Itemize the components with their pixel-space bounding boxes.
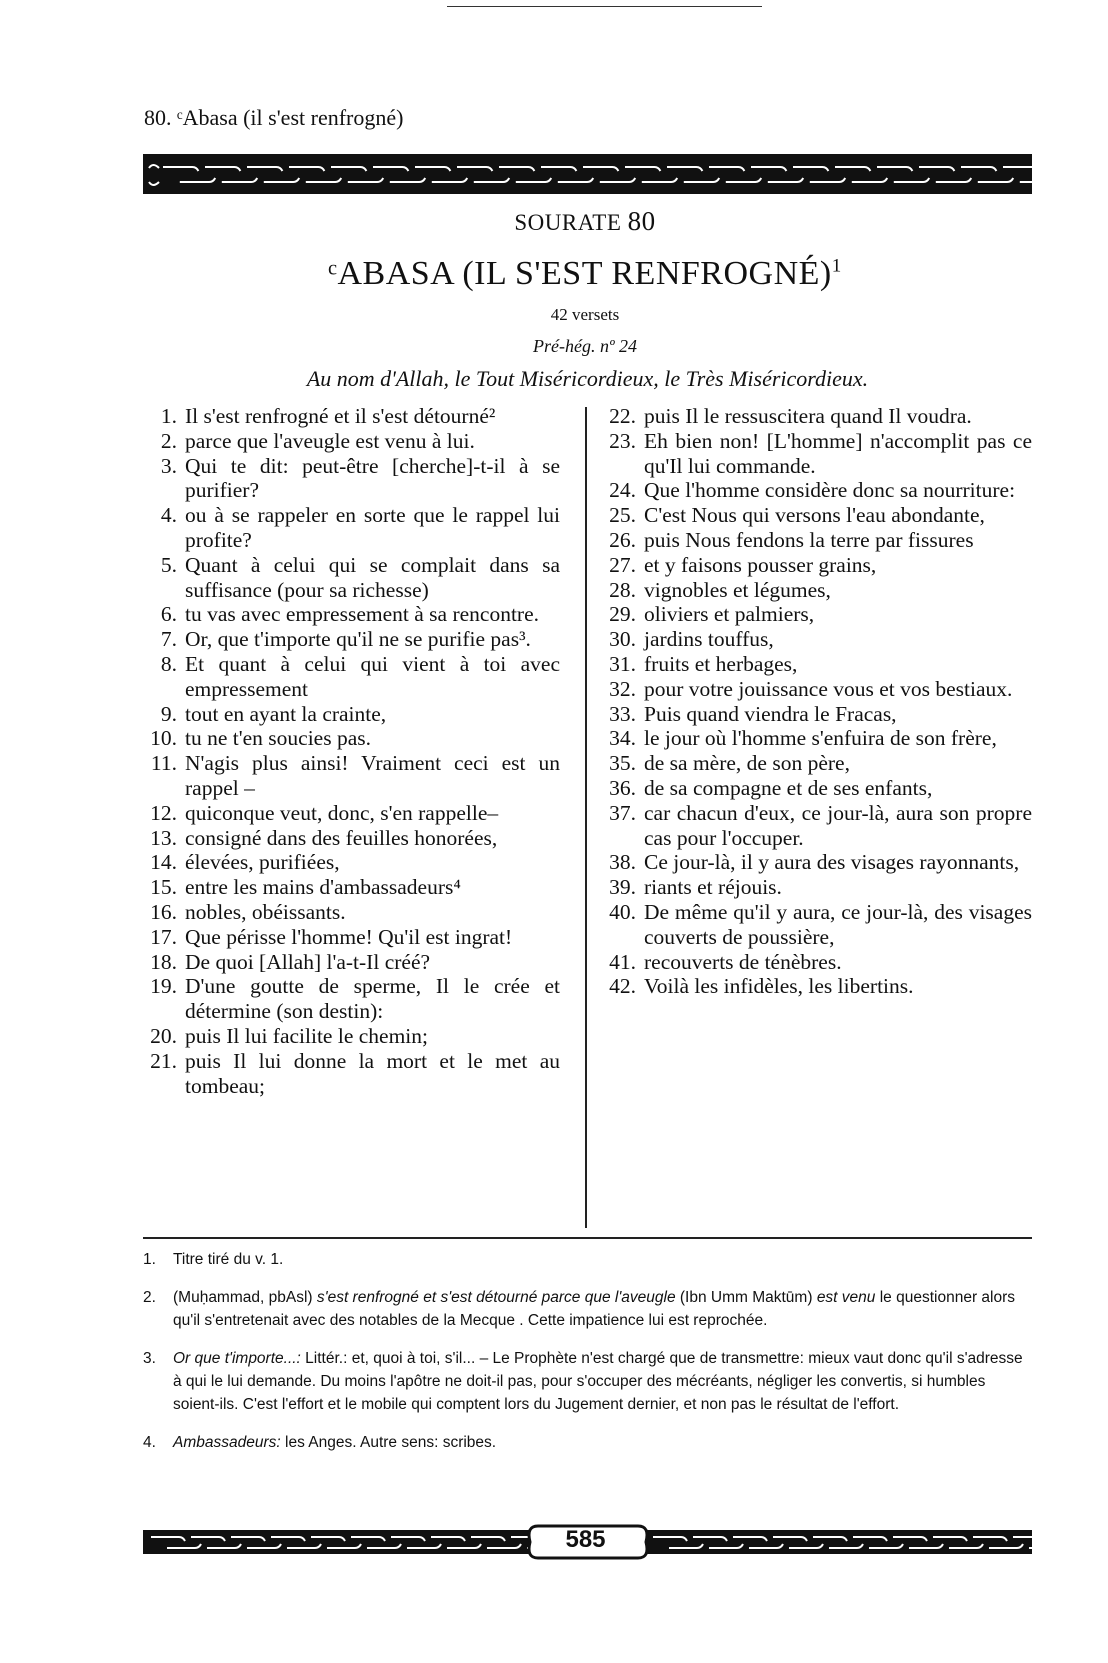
running-head: 80. ᶜAbasa (il s'est renfrogné): [144, 105, 404, 130]
verse: [143, 801, 560, 826]
verse: [600, 553, 1032, 578]
verse: [600, 404, 1032, 429]
verse-text: entre les mains d'ambassadeurs⁴: [185, 875, 461, 900]
verse: [143, 1049, 560, 1099]
sourate-heading: [0, 206, 1108, 237]
verse: [143, 950, 560, 975]
verse: [600, 602, 1032, 627]
footnote-number: 2.: [143, 1289, 156, 1306]
footnotes-rule: [143, 1237, 1032, 1239]
verse-number: 28.: [609, 577, 636, 602]
basmala: Au nom d'Allah, le Tout Miséricordieux, le Très Miséricordieux.: [306, 366, 869, 391]
verse: [600, 478, 1032, 503]
verse-text: riants et réjouis.: [644, 875, 782, 900]
verse: [600, 974, 1032, 999]
verse-text: Voilà les infidèles, les libertins.: [644, 974, 914, 999]
column-divider: [585, 407, 587, 1228]
sourate-number: 80: [627, 206, 656, 236]
verse-text: D'une goutte de sperme, Il le crée et détermine (son destin):: [185, 974, 560, 1024]
verse-text: car chacun d'eux, ce jour-là, aura son propre cas pour l'occuper.: [644, 800, 1032, 850]
verse-text: Que périsse l'homme! Qu'il est ingrat!: [185, 924, 513, 949]
footnote-text: [173, 1347, 1032, 1416]
footnote-italic: s'est renfrogné et s'est détourné parce que l'aveugle: [316, 1289, 676, 1306]
verse-number: 7.: [160, 627, 177, 652]
footnote-run: le questionner alors qu'il s'entretenait avec des notables de la Mecque . Cette impatience lui est reprochée.: [173, 1289, 1016, 1329]
verse: [600, 801, 1032, 851]
verse: [600, 751, 1032, 776]
verse-text: le jour où l'homme s'enfuira de son frère,: [644, 726, 997, 751]
verse-number: 25.: [609, 503, 636, 528]
verse-text: nobles, obéissants.: [185, 899, 346, 924]
footnote-italic: Or que t'importe...:: [173, 1350, 301, 1367]
verse-text: puis Il lui donne la mort et le met au tombeau;: [185, 1048, 560, 1098]
verse-number: 8.: [160, 651, 177, 676]
footnote-italic: est venu: [816, 1289, 876, 1306]
verse-number: 20.: [150, 1023, 177, 1048]
verse-text: Or, que t'importe qu'il ne se purifie pas³.: [185, 627, 531, 652]
verse-number: 3.: [160, 453, 177, 478]
verse-text: De même qu'il y aura, ce jour-là, des visages couverts de poussière,: [644, 899, 1032, 949]
verse-number: 26.: [609, 527, 636, 552]
verse: [600, 578, 1032, 603]
sourate-label: SOURATE: [514, 210, 622, 235]
verse-number: 11.: [150, 751, 177, 776]
verse-text: Eh bien non! [L'homme] n'accomplit pas ce qu'Il lui commande.: [644, 428, 1032, 478]
verse-number: 31.: [609, 651, 636, 676]
footnote-run: Titre tiré du v. 1.: [173, 1251, 284, 1268]
footnote-number: 4.: [143, 1434, 156, 1451]
verse-number: 42.: [609, 974, 636, 999]
verse: [600, 900, 1032, 950]
verse: [143, 652, 560, 702]
verse-text: de sa compagne et de ses enfants,: [644, 775, 933, 800]
verse: [600, 627, 1032, 652]
verse-text: consigné dans des feuilles honorées,: [185, 825, 498, 850]
verse: [600, 850, 1032, 875]
verse-number: 30.: [609, 627, 636, 652]
verse-number: 29.: [609, 602, 636, 627]
verse: [143, 503, 560, 553]
verse: [600, 726, 1032, 751]
verse-text: tu ne t'en soucies pas.: [185, 726, 371, 751]
verse-text: puis Nous fendons la terre par fissures: [644, 527, 974, 552]
revelation-period: Pré-hég. nº 24: [532, 336, 638, 356]
footnote-ref: 1: [831, 255, 842, 277]
verse-number: 16.: [150, 899, 177, 924]
verse-text: de sa mère, de son père,: [644, 751, 850, 776]
verse-number: 15.: [150, 875, 177, 900]
verse-number: 37.: [609, 800, 636, 825]
verse: [143, 925, 560, 950]
verse-number: 2.: [160, 428, 177, 453]
verse-number: 12.: [150, 800, 177, 825]
verse: [143, 974, 560, 1024]
verse-text: N'agis plus ainsi! Vraiment ceci est un rappel –: [185, 751, 560, 800]
verse-number: 34.: [609, 726, 636, 751]
verse: [143, 454, 560, 504]
footnote-text: [173, 1248, 1032, 1271]
ornamental-band-top: [143, 154, 1032, 194]
verse-number: 4.: [160, 503, 177, 528]
verse: [600, 652, 1032, 677]
verses-left-column: [143, 404, 560, 1098]
verse-number: 36.: [609, 775, 636, 800]
footnote-italic: Ambassadeurs:: [173, 1434, 281, 1451]
page-number: 585: [565, 1526, 606, 1553]
verse-number: 21.: [150, 1048, 177, 1073]
verse-text: pour votre jouissance vous et vos bestiaux.: [644, 676, 1013, 701]
verse-text: recouverts de ténèbres.: [644, 949, 842, 974]
footnote-text: [173, 1431, 1032, 1454]
verse: [600, 702, 1032, 727]
verse-text: C'est Nous qui versons l'eau abondante,: [644, 503, 985, 528]
verse: [143, 429, 560, 454]
verse-number: 22.: [609, 404, 636, 428]
footnote: [143, 1286, 1032, 1332]
verse-number: 19.: [150, 974, 177, 999]
verse-number: 13.: [150, 825, 177, 850]
verse-number: 17.: [150, 924, 177, 949]
verse-number: 23.: [609, 428, 636, 453]
verse-number: 33.: [609, 701, 636, 726]
verse-text: quiconque veut, donc, s'en rappelle–: [185, 800, 499, 825]
footnote-text: [173, 1286, 1032, 1332]
verse-text: élevées, purifiées,: [185, 850, 340, 875]
verse-number: 40.: [609, 899, 636, 924]
verse-number: 41.: [609, 949, 636, 974]
footnote-run: Littér.: et, quoi à toi, s'il... – Le Prophète n'est chargé que de transmettre: mieux vaut donc qu'il s'adresse à qui le lui demande. Du moins l'apôtre ne doit-il pas, pour s'occuper des mécréants, négliger les convertis, si humbles soient-ils. C'est l'effort et le mobile qui comptent lors du Jugement dernier, et non pas le résultat de l'effort.: [173, 1350, 1023, 1413]
verse-text: Que l'homme considère donc sa nourriture:: [644, 478, 1016, 503]
footnote: [143, 1431, 1032, 1454]
verse-number: 9.: [160, 701, 177, 726]
verse-text: De quoi [Allah] l'a-t-Il créé?: [185, 949, 431, 974]
verse-number: 32.: [609, 676, 636, 701]
sourate-title-text: ᶜABASA (IL S'EST RENFROGNÉ): [328, 255, 832, 292]
verse: [143, 627, 560, 652]
verse-text: tu vas avec empressement à sa rencontre.: [185, 602, 539, 627]
verse: [143, 751, 560, 801]
verse-text: oliviers et palmiers,: [644, 602, 815, 627]
footnote-number: 1.: [143, 1251, 156, 1268]
verse-text: puis Il le ressuscitera quand Il voudra.: [644, 404, 972, 428]
verse: [143, 875, 560, 900]
verse: [143, 553, 560, 603]
verse: [143, 702, 560, 727]
footnote-run: (Muḥammad, pbAsl): [173, 1289, 317, 1306]
verse-text: fruits et herbages,: [644, 651, 798, 676]
verse-text: Ce jour-là, il y aura des visages rayonnants,: [644, 850, 1020, 875]
verse: [600, 875, 1032, 900]
verse-number: 27.: [609, 552, 636, 577]
verse: [600, 950, 1032, 975]
verse-number: 38.: [609, 850, 636, 875]
verse-number: 39.: [609, 875, 636, 900]
footnote-run: (Ibn Umm Maktūm): [675, 1289, 817, 1306]
verse: [143, 1024, 560, 1049]
verse-number: 6.: [160, 602, 177, 627]
verse-text: et y faisons pousser grains,: [644, 552, 877, 577]
sourate-title: [0, 255, 1108, 293]
verse: [143, 404, 560, 429]
verse-text: ou à se rappeler en sorte que le rappel lui profite?: [185, 503, 560, 552]
verse-number: 18.: [150, 949, 177, 974]
top-rule: [447, 6, 762, 7]
verse-text: parce que l'aveugle est venu à lui.: [185, 428, 475, 453]
footnotes: [143, 1248, 1032, 1469]
verse-text: vignobles et légumes,: [644, 577, 831, 602]
verse-text: Et quant à celui qui vient à toi avec empressement: [185, 651, 560, 701]
verse-text: tout en ayant la crainte,: [185, 701, 387, 726]
footnote-run: les Anges. Autre sens: scribes.: [280, 1434, 497, 1451]
verse: [143, 826, 560, 851]
verse-text: Il s'est renfrogné et il s'est détourné²: [185, 404, 496, 428]
verses-right-column: [600, 404, 1032, 999]
footnote: [143, 1248, 1032, 1271]
verse-number: 24.: [609, 478, 636, 503]
verse: [143, 850, 560, 875]
verse-text: puis Il lui facilite le chemin;: [185, 1023, 428, 1048]
verse-number: 10.: [150, 726, 177, 751]
verse-text: Qui te dit: peut-être [cherche]-t-il à se purifier?: [185, 453, 560, 503]
verse: [600, 528, 1032, 553]
verse-count: 42 versets: [550, 305, 620, 324]
verse: [600, 677, 1032, 702]
verse-text: Puis quand viendra le Fracas,: [644, 701, 897, 726]
verse: [600, 776, 1032, 801]
verse: [600, 503, 1032, 528]
verse: [143, 726, 560, 751]
verse-number: 35.: [609, 751, 636, 776]
verse-number: 14.: [150, 850, 177, 875]
verse: [143, 602, 560, 627]
verse: [143, 900, 560, 925]
verse-number: 1.: [160, 404, 177, 428]
verse-text: Quant à celui qui se complait dans sa suffisance (pour sa richesse): [185, 552, 560, 602]
verse-text: jardins touffus,: [644, 627, 774, 652]
footnote-number: 3.: [143, 1350, 156, 1367]
footnote: [143, 1347, 1032, 1416]
verse: [600, 429, 1032, 479]
verse-number: 5.: [160, 552, 177, 577]
